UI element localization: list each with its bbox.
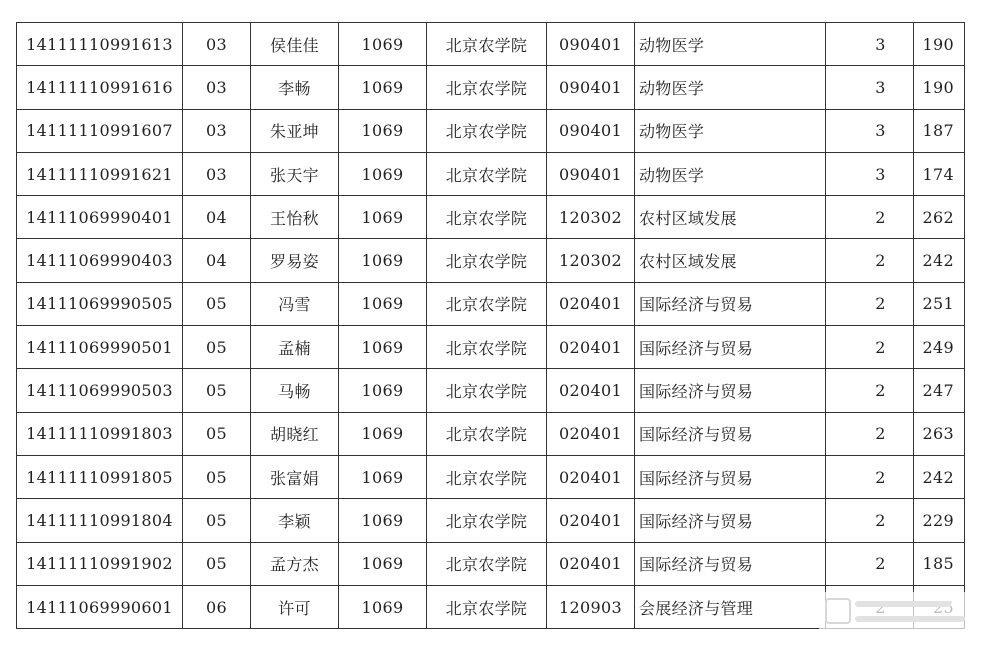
major-name-cell: 国际经济与贸易 [635,282,826,325]
school-name-cell: 北京农学院 [427,542,547,585]
count-cell: 3 [826,66,914,109]
exam-number-cell: 14111069990505 [17,282,183,325]
major-code-cell: 090401 [547,66,635,109]
school-name-cell: 北京农学院 [427,196,547,239]
count-cell: 2 [826,412,914,455]
major-name-cell: 动物医学 [635,66,826,109]
school-code-cell: 1069 [339,326,427,369]
count-cell: 2 [826,369,914,412]
name-cell: 孟楠 [251,326,339,369]
school-name-cell: 北京农学院 [427,412,547,455]
code-cell: 06 [183,585,251,628]
count-cell: 2 [826,542,914,585]
major-code-cell: 120302 [547,239,635,282]
score-cell: 242 [914,239,965,282]
name-cell: 罗易姿 [251,239,339,282]
exam-number-cell: 14111069990503 [17,369,183,412]
major-name-cell: 国际经济与贸易 [635,326,826,369]
watermark [819,592,969,632]
score-cell: 190 [914,66,965,109]
exam-number-cell: 14111110991902 [17,542,183,585]
school-name-cell: 北京农学院 [427,109,547,152]
school-name-cell: 北京农学院 [427,585,547,628]
school-name-cell: 北京农学院 [427,23,547,66]
school-code-cell: 1069 [339,455,427,498]
major-code-cell: 020401 [547,326,635,369]
count-cell: 2 [826,499,914,542]
score-cell: 174 [914,152,965,195]
count-cell: 2 [826,282,914,325]
exam-number-cell: 14111110991805 [17,455,183,498]
table-body [17,23,965,629]
name-cell: 张天宇 [251,152,339,195]
school-name-cell: 北京农学院 [427,152,547,195]
table-row [17,66,965,109]
school-code-cell: 1069 [339,196,427,239]
school-code-cell: 1069 [339,542,427,585]
major-name-cell: 国际经济与贸易 [635,412,826,455]
code-cell: 03 [183,66,251,109]
major-name-cell: 动物医学 [635,109,826,152]
table-row [17,23,965,66]
code-cell: 04 [183,239,251,282]
exam-number-cell: 14111110991613 [17,23,183,66]
exam-number-cell: 14111110991621 [17,152,183,195]
code-cell: 05 [183,282,251,325]
exam-number-cell: 14111069990401 [17,196,183,239]
name-cell: 李颖 [251,499,339,542]
exam-number-cell: 14111110991804 [17,499,183,542]
code-cell: 03 [183,152,251,195]
count-cell: 3 [826,152,914,195]
school-name-cell: 北京农学院 [427,369,547,412]
table-row [17,196,965,239]
major-code-cell: 020401 [547,282,635,325]
count-cell: 2 [826,326,914,369]
name-cell: 孟方杰 [251,542,339,585]
major-code-cell: 120302 [547,196,635,239]
code-cell: 05 [183,369,251,412]
school-code-cell: 1069 [339,239,427,282]
code-cell: 05 [183,499,251,542]
table-row [17,152,965,195]
school-name-cell: 北京农学院 [427,66,547,109]
name-cell: 马畅 [251,369,339,412]
table-row [17,412,965,455]
score-cell: 242 [914,455,965,498]
major-code-cell: 020401 [547,412,635,455]
count-cell: 2 [826,196,914,239]
major-name-cell: 动物医学 [635,23,826,66]
name-cell: 冯雪 [251,282,339,325]
name-cell: 朱亚坤 [251,109,339,152]
school-code-cell: 1069 [339,282,427,325]
major-code-cell: 020401 [547,542,635,585]
exam-number-cell: 14111110991616 [17,66,183,109]
score-cell: 251 [914,282,965,325]
name-cell: 张富娟 [251,455,339,498]
school-code-cell: 1069 [339,585,427,628]
major-name-cell: 国际经济与贸易 [635,542,826,585]
school-code-cell: 1069 [339,369,427,412]
admission-table [16,22,965,629]
major-name-cell: 国际经济与贸易 [635,369,826,412]
school-code-cell: 1069 [339,412,427,455]
school-code-cell: 1069 [339,152,427,195]
table-row [17,109,965,152]
school-code-cell: 1069 [339,23,427,66]
school-code-cell: 1069 [339,109,427,152]
code-cell: 05 [183,455,251,498]
code-cell: 05 [183,326,251,369]
school-code-cell: 1069 [339,499,427,542]
score-cell: 249 [914,326,965,369]
table-row [17,326,965,369]
code-cell: 03 [183,109,251,152]
table-row [17,239,965,282]
school-name-cell: 北京农学院 [427,326,547,369]
major-code-cell: 090401 [547,23,635,66]
score-cell: 229 [914,499,965,542]
major-code-cell: 020401 [547,499,635,542]
major-name-cell: 国际经济与贸易 [635,455,826,498]
name-cell: 侯佳佳 [251,23,339,66]
exam-number-cell: 14111110991607 [17,109,183,152]
score-cell: 185 [914,542,965,585]
major-code-cell: 020401 [547,455,635,498]
exam-number-cell: 14111069990501 [17,326,183,369]
name-cell: 许可 [251,585,339,628]
score-cell: 247 [914,369,965,412]
table-row [17,369,965,412]
major-code-cell: 090401 [547,109,635,152]
school-name-cell: 北京农学院 [427,455,547,498]
score-cell: 187 [914,109,965,152]
major-code-cell: 120903 [547,585,635,628]
school-code-cell: 1069 [339,66,427,109]
code-cell: 04 [183,196,251,239]
table-row [17,455,965,498]
school-name-cell: 北京农学院 [427,239,547,282]
table-row [17,542,965,585]
name-cell: 王怡秋 [251,196,339,239]
school-name-cell: 北京农学院 [427,282,547,325]
major-name-cell: 动物医学 [635,152,826,195]
score-cell: 262 [914,196,965,239]
score-cell: 190 [914,23,965,66]
exam-number-cell: 14111069990601 [17,585,183,628]
major-name-cell: 会展经济与管理 [635,585,826,628]
table-row [17,499,965,542]
major-name-cell: 农村区域发展 [635,239,826,282]
code-cell: 05 [183,412,251,455]
school-name-cell: 北京农学院 [427,499,547,542]
table-row [17,282,965,325]
major-code-cell: 090401 [547,152,635,195]
code-cell: 03 [183,23,251,66]
count-cell: 2 [826,239,914,282]
exam-number-cell: 14111069990403 [17,239,183,282]
major-name-cell: 国际经济与贸易 [635,499,826,542]
major-code-cell: 020401 [547,369,635,412]
score-cell: 263 [914,412,965,455]
major-name-cell: 农村区域发展 [635,196,826,239]
count-cell: 3 [826,23,914,66]
name-cell: 胡晓红 [251,412,339,455]
count-cell: 2 [826,455,914,498]
code-cell: 05 [183,542,251,585]
watermark-logo-icon [825,598,851,624]
name-cell: 李畅 [251,66,339,109]
exam-number-cell: 14111110991803 [17,412,183,455]
count-cell: 3 [826,109,914,152]
